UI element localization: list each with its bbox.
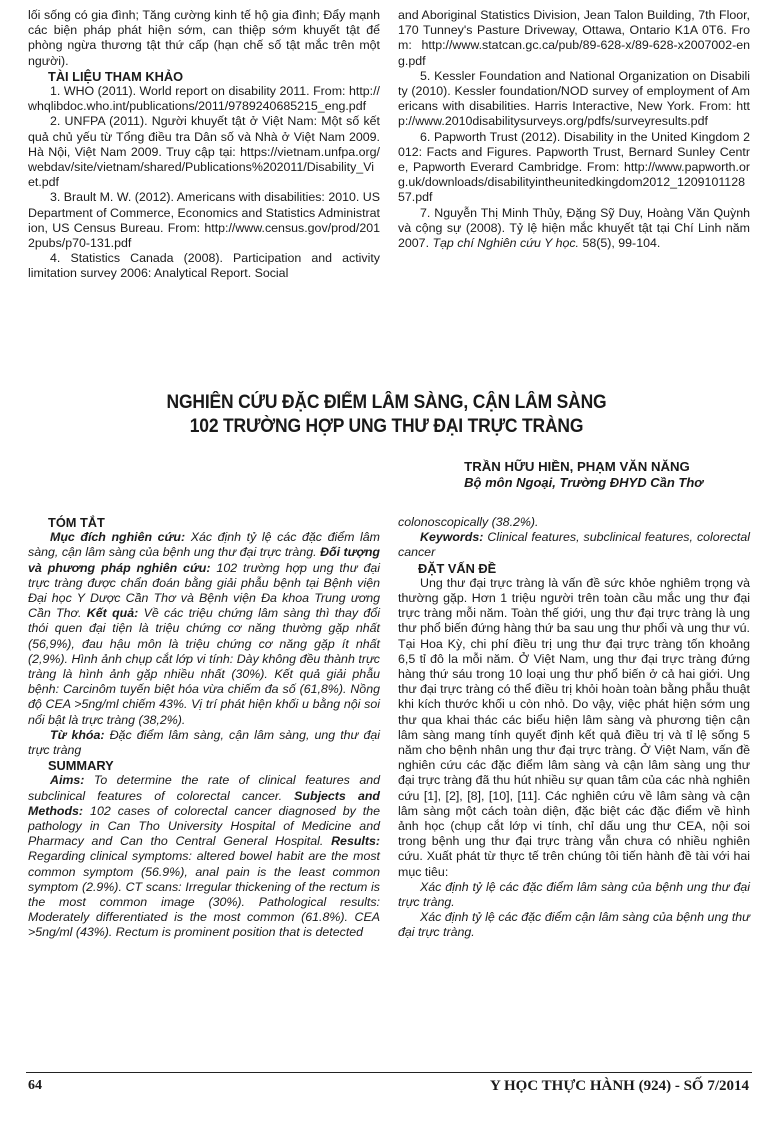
abstract-vi-keywords [28, 728, 380, 758]
abstract-en-continued: colonoscopically (38.2%). [398, 515, 539, 529]
introduction-heading: ĐẶT VẤN ĐỀ [418, 560, 497, 576]
reference-4: 4. Statistics Canada (2008). Participation and activity limitation survey 2006: Analytical Report. Social [28, 251, 380, 281]
reference-6: 6. Papworth Trust (2012). Disability in the United Kingdom 2012: Facts and Figures. Papworth Trust, Bernard Sunley Centre, Papworth Everard Cambridge. From: http://www.papworth.org.uk/downloads/disabilityintheunitedkingdom2012_120910112857.pdf [398, 129, 750, 205]
keywords-en-text: Clinical features, subclinical features, colorectal cancer [398, 530, 750, 560]
objective-2: Xác định tỷ lệ các đặc điểm cận lâm sàng của bệnh ung thư đại trực tràng. [398, 910, 750, 940]
abstract-en-keywords [398, 530, 750, 560]
abstract-vi-aim [28, 530, 380, 728]
previous-article-conclusion: lối sống có gia đình; Tăng cường kinh tế hộ gia đình; Đẩy mạnh các biện pháp phát hiện sớm, can thiệp sớm khuyết tật để phòng ngừa thương tật thứ cấp (hạn chế số tật mắc trên một người). [28, 8, 380, 68]
keywords-vi-text: Đặc điểm lâm sàng, cận lâm sàng, ung thư đại trực tràng [28, 727, 380, 758]
results-en-text: Regarding clinical symptoms: altered bowel habit are the most common symptom (56.9%), anal pain is the least common symptom (2.9%). CT scans: Irregular thickening of the rectum is the most common image (30%). Pathological results: Moderately differentiated is the most common (61.8%). CEA >5ng/ml (43%). Rectum is prominent position that is detected [28, 849, 380, 940]
references-heading: TÀI LIỆU THAM KHẢO [48, 68, 184, 84]
aim-text: Xác định tỷ lệ các đặc điểm lâm sàng, cận lâm sàng của bệnh ung thư đại trực tràng. [28, 530, 380, 560]
aim-label: Mục đích nghiên cứu: [50, 530, 186, 545]
author-block [464, 459, 703, 491]
introduction-column [398, 515, 750, 941]
aims-label: Aims: [50, 773, 85, 788]
author-names: TRẦN HỮU HIỀN, PHẠM VĂN NĂNG [464, 459, 690, 474]
journal-name: Y HỌC THỰC HÀNH (924) - SỐ 7/2014 [489, 1078, 749, 1094]
results-label: Kết quả: [86, 606, 139, 621]
reference-3: 3. Brault M. W. (2012). Americans with disabilities: 2010. US Department of Commerce, Economics and Statistics Administration, US Census Bureau. From: http://www.census.gov/prod/2012pubs/p70-131.pdf [28, 190, 380, 251]
abstract-vi-heading: TÓM TẮT [48, 515, 105, 530]
subjects-label: Đối tượng và phương pháp nghiên cứu: [28, 545, 380, 575]
subjects-methods-text: 102 cases of colorectal cancer diagnosed by the pathology in Can Tho University Hospital of Medicine and Pharmacy and Can tho Central General Hospital. [28, 803, 380, 849]
footer-rule [26, 1072, 752, 1073]
abstract-en-heading: SUMMARY [48, 758, 114, 774]
references-column-left [28, 8, 380, 282]
keywords-en-label: Keywords: [420, 530, 484, 545]
objective-1: Xác định tỷ lệ các đặc điểm lâm sàng của bệnh ung thư đại trực tràng. [398, 879, 750, 910]
abstract-column [28, 515, 380, 941]
reference-7-volume: 58(5), 99-104. [582, 236, 661, 251]
references-column-right [398, 8, 750, 251]
keywords-vi-label: Từ khóa: [50, 727, 105, 742]
introduction-paragraph: Ung thư đại trực tràng là vấn đề sức khỏe nghiêm trọng và thường gặp. Hơn 1 triệu người trên toàn cầu mắc ung thư đại trực tràng mỗi năm. Toàn thế giới, ung thư đại trực tràng là ung thư phổ biến đứng hàng thứ ba sau ung thư phổi và ung thư vú. Tại Hoa Kỳ, chi phí điều trị ung thư đại trực tràng tốn khoảng 6,5 tỉ đô la mỗi năm. Ở Việt Nam, ung thư đại trực tràng đứng hàng thứ sáu trong 10 loại ung thư phổ biến ở cả hai giới. Ung thư đại trực tràng có thể điều trị khỏi hoàn toàn bằng phẫu thuật khi kích thước khối u còn nhỏ. Do vậy, việc phát hiện sớm ung thư qua khai thác các biểu hiện lâm sàng và phương tiện cận lâm sàng mang tính quyết định kết quả điều trị và tỉ lệ sống 5 năm cho bệnh nhân ung thư đại trực tràng. Ở Việt Nam, vấn đề nghiên cứu các đặc điểm lâm sàng và cận lâm sàng ung thư đại trực tràng đã thu hút nhiều sự quan tâm của các nhà nghiên cứu [1], [2], [8], [10], [11]. Các nghiên cứu về lâm sàng và cận lâm sàng một cách toàn diện, đặc biệt các đặc điểm về hình ảnh học (chụp cắt lớp vi tính, chỉ dấu ung thư CEA, nội soi trong bệnh ung thư đại trực tràng vẫn chưa có nhiều nghiên cứu. Xuất phát từ thực tế trên chúng tôi tiến hành đề tài với hai mục tiêu: [398, 575, 750, 879]
reference-2: 2. UNFPA (2011). Người khuyết tật ở Việt Nam: Một số kết quả chủ yếu từ Tổng điều tra Dân số và Nhà ở Việt Nam 2009. Hà Nội, Việt Nam 2009. Truy cập tại: https://vietnam.unfpa.org/webdav/site/vietnam/shared/Publications%202011/Disability_Viet.pdf [28, 114, 380, 190]
article-title-line-2: 102 TRƯỜNG HỢP UNG THƯ ĐẠI TRỰC TRÀNG [189, 416, 584, 437]
aims-text: To determine the rate of clinical features and subclinical features of colorectal cancer. [28, 773, 380, 803]
reference-1: 1. WHO (2011). World report on disability 2011. From: http://whqlibdoc.who.int/publications/2011/9789240685215_eng.pdf [28, 84, 380, 114]
subjects-methods-label: Subjects and Methods: [28, 788, 380, 818]
subjects-text: 102 trường hợp ung thư đại trực tràng được chẩn đoán bằng giải phẫu bệnh tại Bệnh viện Đại học Y Dược Cần Thơ và Bệnh viện Đa khoa Trung ương Cần Thơ. [28, 560, 380, 621]
reference-4-continued: and Aboriginal Statistics Division, Jean Talon Building, 7th Floor, 170 Tunney's Pasture Driveway, Ottawa, Ontario K1A 0T6. From: http://www.statcan.gc.ca/pub/89-628-x/89-628-x2007002-eng.pdf [398, 8, 750, 68]
abstract-en-body [28, 773, 380, 940]
reference-7 [398, 206, 750, 252]
reference-7-journal: Tạp chí Nghiên cứu Y học. [432, 236, 580, 251]
reference-7-authors: 7. Nguyễn Thị Minh Thủy, Đặng Sỹ Duy, Hoàng Văn Quỳnh và cộng sự (2008). Tỷ lệ hiện mắc khuyết tật tại Chí Linh năm 2007. [398, 205, 750, 251]
reference-5: 5. Kessler Foundation and National Organization on Disability (2010). Kessler foundation/NOD survey of employment of Americans with disabilities. Harris Interactive, New York. From: http://www.2010disabilitysurveys.org/pdfs/surveyresults.pdf [398, 68, 750, 129]
article-title-line-1: NGHIÊN CỨU ĐẶC ĐIỂM LÂM SÀNG, CẬN LÂM SÀNG [166, 392, 607, 413]
results-text: Về các triệu chứng lâm sàng thì thay đổi thói quen đại tiện là triệu chứng cơ năng thường gặp nhất (56,9%), đau hậu môn là triệu chứng cơ năng gặp ít nhất (2,9%). Hình ảnh chụp cắt lớp vi tính: Dày không đều thành trực tràng là hình ảnh gặp nhiều nhất (30%). Kết quả giải phẫu bệnh: Carcinôm tuyến biệt hóa vừa chiếm đa số (61,8%). Nồng độ CEA >5ng/ml chiếm 43%. Vị trí phát hiện khối u bằng nội soi nổi bật là trực tràng (38,2%). [28, 606, 380, 727]
results-en-label: Results: [331, 834, 380, 849]
author-affiliation: Bộ môn Ngoại, Trường ĐHYD Cần Thơ [464, 475, 703, 490]
page-number: 64 [28, 1078, 42, 1093]
